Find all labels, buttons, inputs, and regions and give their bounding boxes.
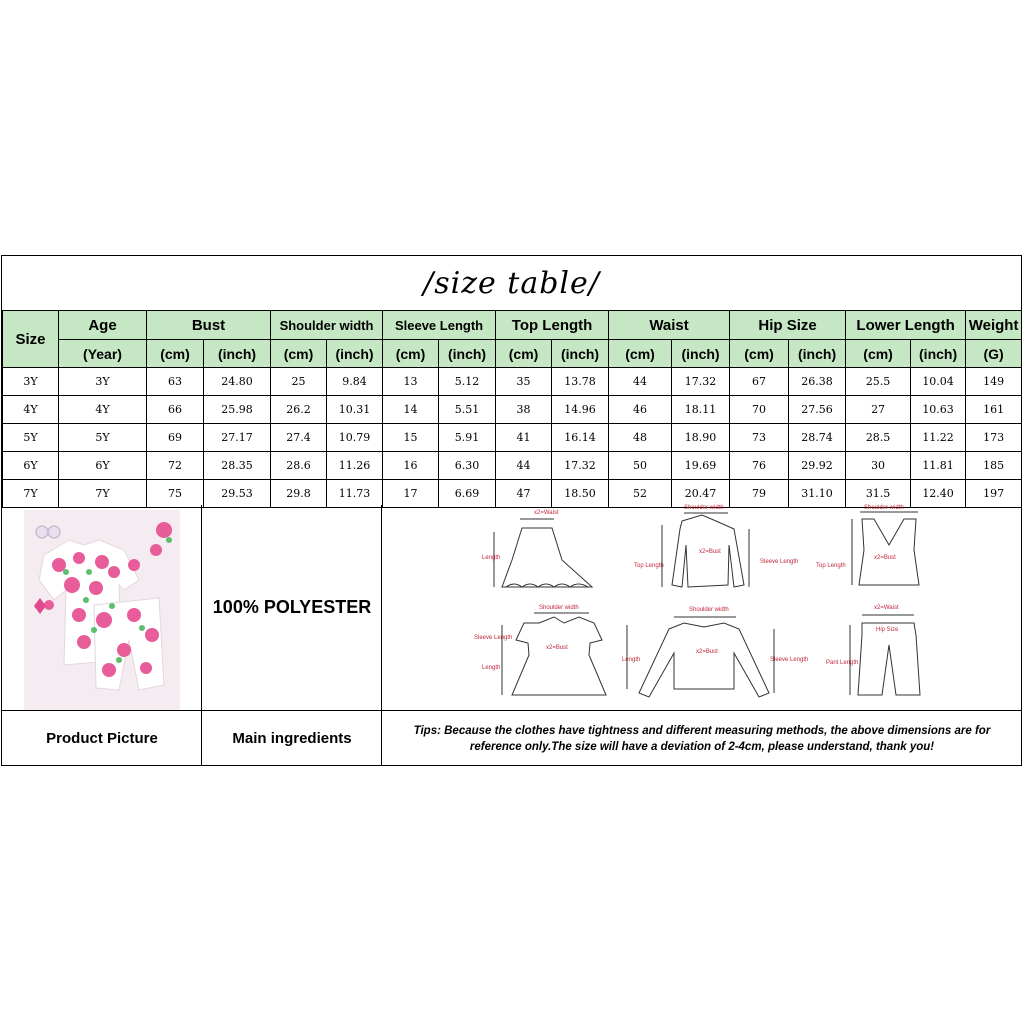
unit-header: (inch) [672,340,730,368]
table-cell: 16.14 [552,424,609,452]
pants-hip-label: Hip Size [876,627,899,633]
table-cell: 48 [609,424,672,452]
table-cell: 3Y [59,368,147,396]
table-cell: 18.11 [672,396,730,424]
table-cell: 6.30 [439,452,496,480]
table-cell: 26.38 [789,368,846,396]
dress-length-label: Length [482,665,501,671]
table-cell: 76 [730,452,789,480]
tee-sleeve-label: Sleeve Length [770,657,809,663]
unit-header: (G) [966,340,1022,368]
product-picture-label: Product Picture [46,729,158,747]
jacket-sleeve-label: Sleeve Length [760,559,799,565]
table-cell: 66 [147,396,204,424]
main-ingredients-label: Main ingredients [232,729,352,747]
table-cell: 5Y [3,424,59,452]
bottom-section [2,505,1021,765]
table-cell: 20.47 [672,480,730,508]
table-cell: 17 [383,480,439,508]
table-cell: 3Y [3,368,59,396]
table-cell: 14 [383,396,439,424]
table-cell: 28.6 [271,452,327,480]
table-cell: 5Y [59,424,147,452]
table-cell: 25 [271,368,327,396]
table-cell: 15 [383,424,439,452]
table-cell: 173 [966,424,1022,452]
table-cell: 7Y [59,480,147,508]
pants-waist-label: x2=Waist [874,605,899,611]
header-top-length: Top Length [496,311,609,340]
table-cell: 28.74 [789,424,846,452]
table-cell: 18.50 [552,480,609,508]
table-row [3,368,1022,396]
table-cell: 44 [496,452,552,480]
table-cell: 25.98 [204,396,271,424]
unit-header: (Year) [59,340,147,368]
table-cell: 11.73 [327,480,383,508]
table-cell: 5.12 [439,368,496,396]
table-cell: 46 [609,396,672,424]
jacket-bust-label: x2=Bust [699,549,721,555]
table-cell: 11.22 [911,424,966,452]
unit-header: (cm) [609,340,672,368]
vest-bust-label: x2=Bust [874,555,896,561]
table-row [3,396,1022,424]
unit-header: (cm) [846,340,911,368]
header-hip-size: Hip Size [730,311,846,340]
size-chart [1,255,1022,766]
table-cell: 25.5 [846,368,911,396]
table-cell: 30 [846,452,911,480]
vest-shoulder-label: Shoulder width [864,505,904,511]
table-cell: 14.96 [552,396,609,424]
unit-header: (inch) [204,340,271,368]
unit-header: (cm) [147,340,204,368]
dress-shoulder-label: Shoulder width [539,605,579,611]
table-cell: 35 [496,368,552,396]
table-row [3,424,1022,452]
table-cell: 4Y [3,396,59,424]
table-cell: 5.51 [439,396,496,424]
table-cell: 63 [147,368,204,396]
table-cell: 17.32 [552,452,609,480]
table-cell: 24.80 [204,368,271,396]
table-cell: 7Y [3,480,59,508]
table-cell: 5.91 [439,424,496,452]
table-cell: 29.53 [204,480,271,508]
table-cell: 70 [730,396,789,424]
measurement-diagrams [384,505,1020,710]
table-cell: 27 [846,396,911,424]
table-cell: 26.2 [271,396,327,424]
title-row [2,256,1021,310]
table-cell: 16 [383,452,439,480]
table-cell: 75 [147,480,204,508]
table-cell: 12.40 [911,480,966,508]
header-size: Size [3,311,59,368]
header-waist: Waist [609,311,730,340]
tips-text: Tips: Because the clothes have tightness and different measuring methods, the above dimensions are for reference only.The size will have a deviation of 2-4cm, please understand, thank you! [413,725,991,753]
table-cell: 161 [966,396,1022,424]
table-cell: 10.04 [911,368,966,396]
table-cell: 27.17 [204,424,271,452]
table-cell: 149 [966,368,1022,396]
header-age: Age [59,311,147,340]
table-cell: 41 [496,424,552,452]
jacket-top-length-label: Top Length [634,563,664,569]
table-cell: 67 [730,368,789,396]
dress-bust-label: x2=Bust [546,645,568,651]
table-cell: 6Y [3,452,59,480]
header-sleeve-length: Sleeve Length [383,311,496,340]
unit-header: (inch) [327,340,383,368]
skirt-length-label: Length [482,555,501,561]
tee-bust-label: x2=Bust [696,649,718,655]
tee-shoulder-label: Shoulder width [689,607,729,613]
pants-length-label: Pant Length [826,660,859,666]
table-cell: 72 [147,452,204,480]
table-cell: 50 [609,452,672,480]
table-cell: 29.92 [789,452,846,480]
unit-header: (cm) [271,340,327,368]
size-table-title: /size table/ [423,265,600,301]
table-cell: 31.10 [789,480,846,508]
table-cell: 6.69 [439,480,496,508]
table-row [3,452,1022,480]
unit-header: (cm) [383,340,439,368]
unit-header: (cm) [496,340,552,368]
table-cell: 69 [147,424,204,452]
table-cell: 73 [730,424,789,452]
table-cell: 27.56 [789,396,846,424]
table-cell: 38 [496,396,552,424]
table-cell: 28.35 [204,452,271,480]
dress-sleeve-label: Sleeve Length [474,635,513,641]
table-cell: 185 [966,452,1022,480]
table-cell: 10.31 [327,396,383,424]
header-shoulder-width: Shoulder width [271,311,383,340]
table-cell: 31.5 [846,480,911,508]
header-lower-length: Lower Length [846,311,966,340]
table-cell: 4Y [59,396,147,424]
table-cell: 47 [496,480,552,508]
table-cell: 52 [609,480,672,508]
table-cell: 18.90 [672,424,730,452]
table-cell: 13 [383,368,439,396]
table-cell: 29.8 [271,480,327,508]
unit-header: (inch) [439,340,496,368]
table-cell: 13.78 [552,368,609,396]
table-cell: 10.63 [911,396,966,424]
unit-header: (inch) [911,340,966,368]
skirt-waist-label: x2=Waist [534,510,559,516]
header-weight: Weight [966,311,1022,340]
table-cell: 11.26 [327,452,383,480]
table-cell: 79 [730,480,789,508]
header-bust: Bust [147,311,271,340]
table-cell: 19.69 [672,452,730,480]
table-cell: 9.84 [327,368,383,396]
table-row [3,480,1022,508]
table-cell: 10.79 [327,424,383,452]
jacket-shoulder-label: Shoulder width [684,505,724,511]
tee-length-label: Length [622,657,641,663]
unit-header: (cm) [730,340,789,368]
table-cell: 6Y [59,452,147,480]
table-cell: 44 [609,368,672,396]
table-cell: 28.5 [846,424,911,452]
table-cell: 11.81 [911,452,966,480]
product-picture [24,510,180,710]
material-text: 100% POLYESTER [212,597,372,617]
vest-top-length-label: Top Length [816,563,846,569]
table-cell: 17.32 [672,368,730,396]
table-cell: 27.4 [271,424,327,452]
table-cell: 197 [966,480,1022,508]
unit-header: (inch) [789,340,846,368]
size-table [2,310,1022,508]
unit-header: (inch) [552,340,609,368]
